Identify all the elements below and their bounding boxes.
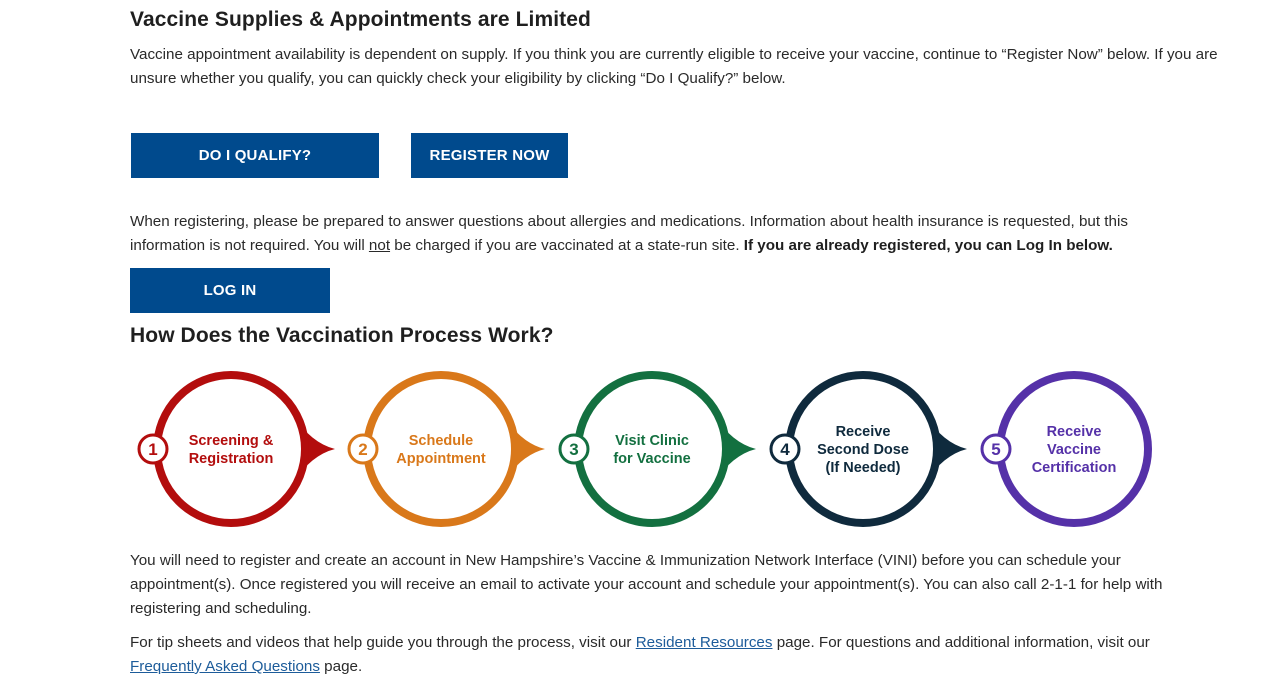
vini-paragraph: You will need to register and create an account in New Hampshire’s Vaccine & Immunization Network Interface (VINI) before you can schedule your appointment(s). Once registered you will receive an email to activate your account and schedule your appointment(s). You can also call 2-1-1 for help with registering and scheduling. [130, 552, 1163, 617]
step-ring [157, 375, 305, 523]
registering-paragraph [130, 210, 1190, 258]
tips-text-2: page. For questions and additional information, visit our [772, 634, 1150, 651]
step-label-line: Registration [188, 451, 274, 467]
step-label-line: Receive [1046, 424, 1102, 440]
process-step-1 [139, 375, 335, 523]
step-label-line: for Vaccine [613, 451, 691, 467]
supplies-heading: Vaccine Supplies & Appointments are Limited [130, 8, 591, 31]
supplies-paragraph: Vaccine appointment availability is dependent on supply. If you think you are currently eligible to receive your vaccine, continue to “Register Now” below. If you are unsure whether you qualify, you can quickly check your eligibility by clicking “Do I Qualify?” below. [130, 46, 1218, 87]
registering-text-2: be charged if you are vaccinated at a state-run site. [390, 237, 744, 254]
step-number: 4 [780, 440, 790, 459]
tips-paragraph [130, 631, 1210, 679]
tips-text-1: For tip sheets and videos that help guide you through the process, visit our [130, 634, 636, 651]
step-ring [578, 375, 726, 523]
step-label-line: Certification [1031, 460, 1117, 476]
step-number: 1 [148, 440, 158, 459]
process-heading: How Does the Vaccination Process Work? [130, 324, 554, 347]
step-label-line: Visit Clinic [615, 433, 689, 449]
step-label-line: Schedule [408, 433, 474, 449]
step-label-line: Screening & [188, 433, 274, 449]
step-ring [367, 375, 515, 523]
step-label-line: Second Dose [817, 442, 909, 458]
log-in-button[interactable]: LOG IN [130, 268, 330, 313]
step-number: 3 [569, 440, 579, 459]
step-label-line: (If Needed) [825, 460, 901, 476]
step-number: 5 [991, 440, 1001, 459]
process-step-4 [771, 375, 967, 523]
process-step-3 [560, 375, 756, 523]
resident-resources-link[interactable]: Resident Resources [635, 634, 773, 651]
faq-link[interactable]: Frequently Asked Questions [130, 658, 320, 675]
tips-text-3: page. [319, 658, 363, 675]
not-word: not [368, 237, 391, 254]
step-label-line: Appointment [396, 451, 486, 467]
step-label-line: Receive [835, 424, 891, 440]
step-number: 2 [358, 440, 368, 459]
register-now-button[interactable]: REGISTER NOW [411, 133, 568, 178]
registered-login-note: If you are already registered, you can Log In below. [743, 237, 1113, 254]
registering-text-1: When registering, please be prepared to answer questions about allergies and medications. Information about health insurance is requested, but this information is not required. You will [130, 213, 1128, 254]
process-steps-diagram [0, 368, 1288, 534]
process-step-5 [982, 375, 1148, 523]
step-label-line: Vaccine [1046, 442, 1102, 458]
process-step-2 [349, 375, 545, 523]
do-i-qualify-button[interactable]: DO I QUALIFY? [131, 133, 379, 178]
